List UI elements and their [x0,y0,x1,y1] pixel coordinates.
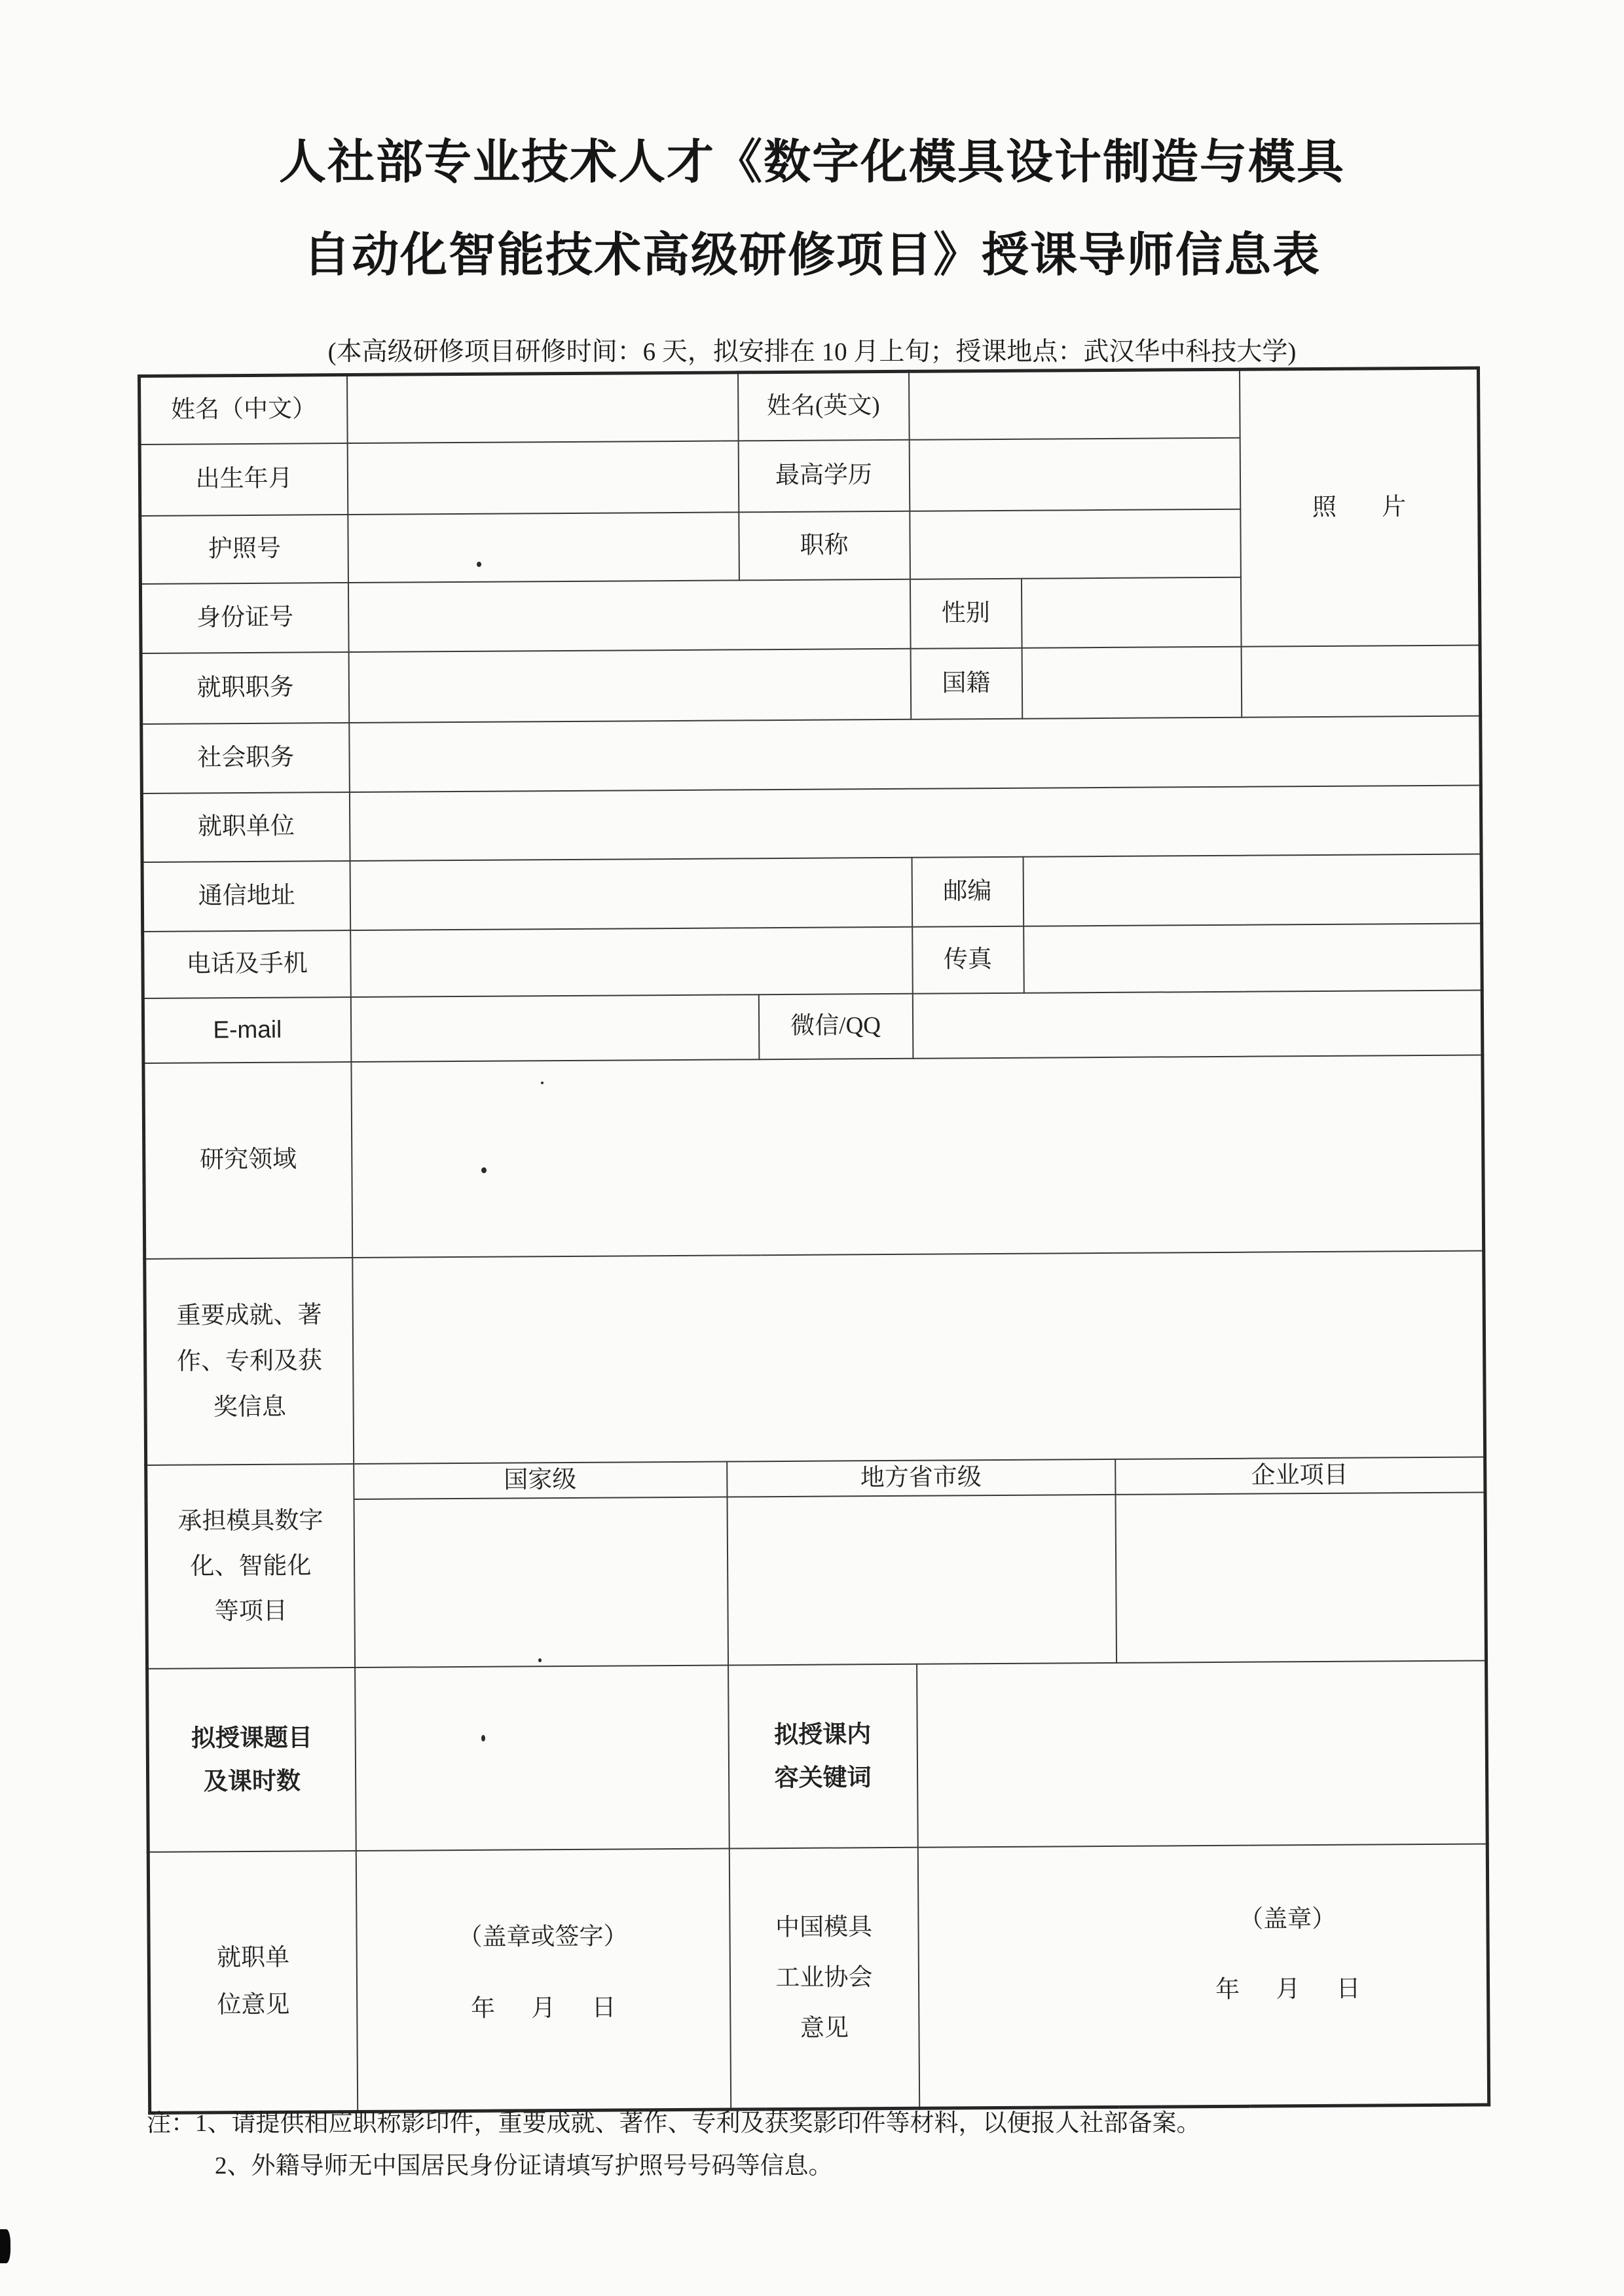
label-job-position: 就职职务 [141,652,349,724]
field-mailing-address [350,858,912,930]
field-name-cn [347,373,739,443]
label-birth-date: 出生年月 [139,443,348,516]
label-employer-opinion: 就职单 位意见 [148,1851,357,2113]
field-course-keywords [917,1660,1488,1847]
page-title-line2: 自动化智能技术高级研修项目》授课导师信息表 [303,229,1321,282]
row-social-position [141,716,1481,793]
field-job-position [348,649,911,723]
row-position-nationality [141,645,1481,723]
page-title-line1: 人社部专业技术人才《数字化模具设计制造与模具 [278,136,1345,189]
field-projects-enterprise [1115,1492,1486,1662]
field-projects-national [354,1497,728,1667]
label-research-field: 研究领域 [143,1062,352,1259]
label-fax: 传真 [912,926,1024,994]
column-header-national: 国家级 [354,1462,727,1499]
association-date-line: 年 月 日 [1215,1975,1361,2003]
label-id-no: 身份证号 [140,583,348,653]
instructor-info-table [138,366,1490,2114]
label-gender: 性别 [910,579,1022,649]
label-highest-degree: 最高学历 [738,440,910,513]
row-address-postcode [142,854,1482,931]
field-social-position [349,716,1481,792]
row-email-wechat [143,990,1483,1063]
label-nationality: 国籍 [910,648,1022,720]
label-passport-no: 护照号 [140,515,348,584]
field-nationality [1022,647,1242,719]
scan-speck [538,1658,542,1662]
label-phone: 电话及手机 [143,930,351,998]
label-achievements: 重要成就、著 作、专利及获 奖信息 [145,1258,354,1465]
scan-speck [481,1735,485,1741]
field-association-opinion-seal [917,1844,1488,2108]
row-opinions [148,1844,1488,2113]
field-fax [1024,923,1483,993]
field-phone [350,927,913,997]
label-email: E-mail [143,997,351,1063]
employer-seal-hint: （盖章或签字） [458,1922,628,1951]
page-subtitle: (本高级研修项目研修时间：6 天，拟安排在 10 月上旬；授课地点：武汉华中科技大学) [327,338,1297,366]
label-projects: 承担模具数字 化、智能化 等项目 [146,1464,355,1669]
column-header-provincial: 地方省市级 [727,1459,1115,1497]
footer-note-2: 2、外籍导师无中国居民身份证请填写护照号号码等信息。 [215,2153,833,2179]
scan-speck [541,1082,544,1084]
row-course [147,1660,1488,1851]
field-course-topic [355,1666,729,1851]
label-postal-code: 邮编 [912,857,1024,927]
cell-photo-gap [1241,645,1481,717]
label-mailing-address: 通信地址 [142,861,350,932]
field-wechat-qq [912,990,1483,1058]
label-name-cn: 姓名（中文） [139,375,348,445]
field-birth-date [347,441,739,515]
field-achievements [352,1250,1485,1464]
photo-placeholder-cell: 照 片 [1240,368,1481,647]
field-research-field [351,1055,1484,1258]
label-social-position: 社会职务 [141,723,350,793]
scan-speck [477,562,481,567]
employer-date-line: 年 月 日 [470,1994,616,2022]
field-gender [1021,577,1241,648]
scan-edge-artifact [0,2229,10,2263]
field-id-no [348,579,910,652]
association-seal-hint: （盖章） [1239,1905,1337,1933]
field-email [350,994,759,1062]
label-course-keywords: 拟授课内 容关键词 [728,1664,918,1849]
field-name-en [908,369,1240,440]
label-employer: 就职单位 [141,792,350,862]
label-course-topic: 拟授课题目 及课时数 [147,1667,356,1852]
label-prof-title: 职称 [739,511,910,581]
label-wechat-qq: 微信/QQ [758,994,913,1059]
field-employer-opinion-seal [356,1849,730,2112]
column-header-enterprise: 企业项目 [1115,1457,1485,1494]
field-employer [349,785,1481,861]
row-employer [141,785,1481,862]
footer-note-1: 注：1、请提供相应职称影印件，重要成就、著作、专利及获奖影印件等材料，以便报人社部备案。 [147,2110,1201,2137]
field-projects-provincial [727,1495,1116,1666]
field-highest-degree [909,438,1240,511]
label-name-en: 姓名(英文) [737,371,909,441]
row-achievements [145,1250,1485,1465]
field-passport-no [348,512,739,583]
field-prof-title [910,509,1241,579]
scan-speck [481,1167,487,1173]
label-association-opinion: 中国模具 工业协会 意见 [729,1848,919,2109]
row-research-field [143,1055,1484,1258]
row-name [139,368,1479,445]
field-postal-code [1023,854,1482,926]
row-phone-fax [143,923,1483,998]
